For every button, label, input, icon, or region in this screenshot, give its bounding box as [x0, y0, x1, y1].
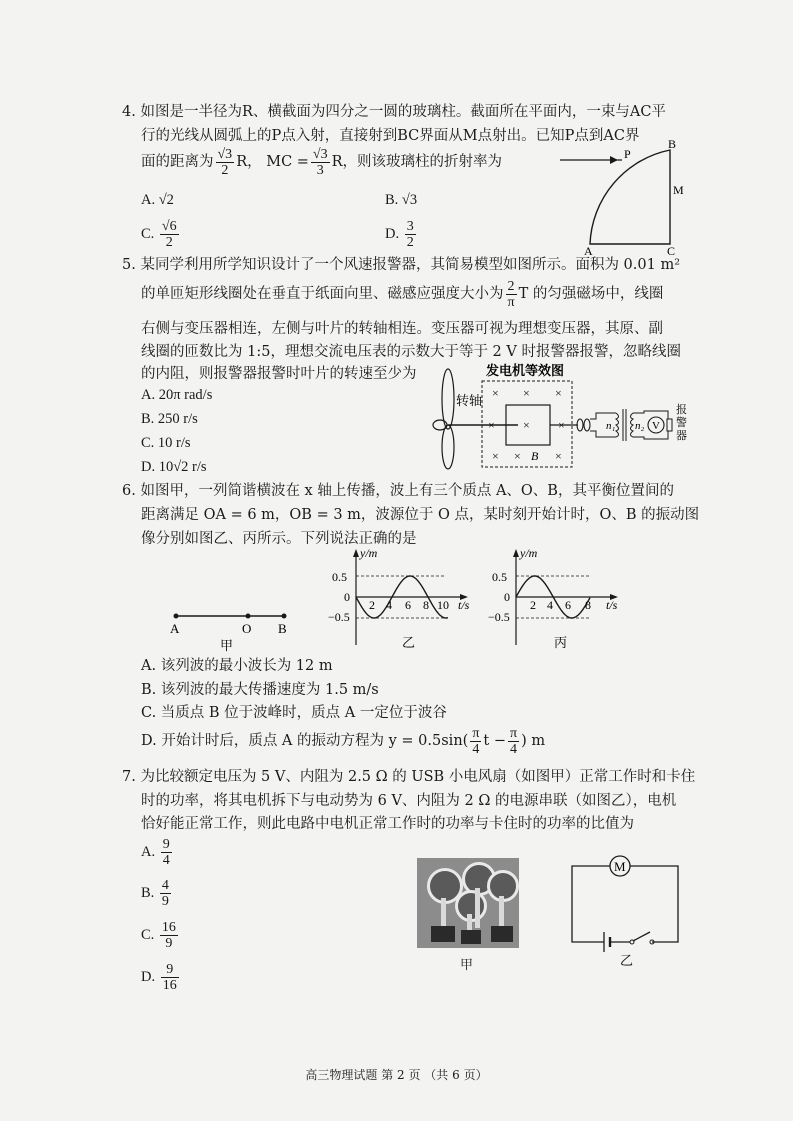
- q4-option-a: A. √2: [141, 192, 174, 208]
- svg-text:×: ×: [555, 386, 562, 400]
- svg-text:0: 0: [344, 590, 350, 604]
- svg-text:×: ×: [558, 418, 565, 432]
- svg-text:×: ×: [514, 449, 521, 463]
- q6-caption-jia: 甲: [220, 638, 234, 652]
- q4-option-d: D. $\frac{3}{2}$: [385, 219, 414, 251]
- q5-alarm-body: [667, 419, 672, 431]
- svg-text:×: ×: [523, 386, 530, 400]
- q5-line2: 的单匝矩形线圈处在垂直于纸面向里、磁感应强度大小为 $\frac{2}{\pi}$ T 的匀强磁场中，线圈: [141, 278, 664, 310]
- q5-label-shaft: 转轴: [456, 393, 483, 408]
- q6-line3: 像分别如图乙、丙所示。下列说法正确的是: [141, 531, 417, 547]
- q6-figure-yi: [326, 545, 486, 651]
- svg-text:t/s: t/s: [606, 598, 618, 612]
- q5-label-alarm-1: 报: [676, 404, 687, 416]
- q4-label-b: B: [668, 138, 677, 151]
- q4-line1: 4. 如图是一半径为R、横截面为四分之一圆的玻璃柱。截面所在平面内，一束与AC平: [122, 104, 666, 120]
- svg-text:A: A: [170, 621, 180, 636]
- svg-text:B: B: [278, 621, 287, 636]
- svg-text:0.5: 0.5: [492, 570, 507, 584]
- q7-option-b: B. $\frac{4}{9}$: [141, 878, 169, 910]
- page-footer: 高三物理试题 第 2 页 （共 6 页）: [305, 1068, 488, 1082]
- q6-line2: 距离满足 OA = 6 m，OB = 3 m，波源位于 O 点，某时刻开始计时，O、B 的振动图: [141, 507, 700, 523]
- svg-text:O: O: [242, 621, 252, 636]
- q7-option-a: A. $\frac{9}{4}$: [141, 837, 170, 869]
- q5-label-n1: n₁: [606, 420, 616, 432]
- q6-figure-bing: [486, 545, 636, 651]
- q5-line5: 的内阻，则报警器报警时叶片的转速至少为: [141, 366, 417, 382]
- svg-text:M: M: [614, 859, 626, 874]
- q5-blade-bottom: [442, 425, 454, 469]
- q5-option-a: A. 20π rad/s: [141, 387, 213, 403]
- svg-text:2: 2: [369, 598, 375, 612]
- q7-line3: 恰好能正常工作，则此电路中电机正常工作时的功率与卡住时的功率的比值为: [141, 816, 634, 832]
- svg-text:−0.5: −0.5: [328, 610, 350, 624]
- q7-line1: 7. 为比较额定电压为 5 V、内阻为 2.5 Ω 的 USB 小电风扇（如图甲）正常工作时和卡住: [122, 769, 696, 785]
- q5-label-alarm-2: 警: [676, 417, 687, 429]
- svg-text:−0.5: −0.5: [488, 610, 510, 624]
- q5-secondary-coil: [631, 413, 634, 437]
- q7-circuit-figure: [560, 848, 690, 968]
- q6-option-d: D. 开始计时后，质点 A 的振动方程为 y = 0.5sin( $\frac{\pi}{4}$ t − $\frac{\pi}{4}$ ) m: [141, 725, 546, 757]
- q4-label-c: C: [667, 244, 676, 256]
- q6-point-b: [282, 614, 287, 619]
- q4-line2: 行的光线从圆弧上的P点入射，直接射到BC界面从M点射出。已知P点到AC界: [141, 128, 640, 144]
- q5-blade-top: [442, 369, 454, 429]
- q4-label-m: M: [673, 183, 684, 197]
- q6-figure-jia: [166, 600, 296, 652]
- svg-text:×: ×: [492, 386, 499, 400]
- q5-primary-coil: [616, 413, 619, 437]
- q6-caption-bing: 丙: [554, 635, 568, 650]
- q7-caption-yi: 乙: [620, 953, 634, 968]
- q4-label-a: A: [584, 244, 593, 256]
- q4-label-p: P: [624, 147, 631, 161]
- q7-option-c: C. $\frac{16}{9}$: [141, 920, 176, 952]
- q5-label-b: B: [531, 449, 539, 463]
- q6-point-o: [246, 614, 251, 619]
- q6-caption-yi: 乙: [402, 635, 416, 650]
- q4-option-c: C. $\frac{√6}{2}$: [141, 219, 177, 251]
- q7-option-d: D. $\frac{9}{16}$: [141, 962, 177, 994]
- q5-label-n2: n₂: [635, 420, 645, 432]
- q5-option-b: B. 250 r/s: [141, 411, 198, 427]
- q5-option-d: D. 10√2 r/s: [141, 459, 207, 475]
- q7-fan-photo: [417, 858, 519, 948]
- q6-line1: 6. 如图甲，一列简谐横波在 x 轴上传播，波上有三个质点 A、O、B，其平衡位置间的: [122, 483, 674, 499]
- q5-generator-figure: [430, 363, 700, 475]
- svg-text:y/m: y/m: [520, 546, 538, 560]
- q6-point-a: [174, 614, 179, 619]
- svg-text:×: ×: [492, 449, 499, 463]
- svg-text:V: V: [652, 420, 660, 432]
- svg-text:8: 8: [423, 598, 429, 612]
- svg-text:t/s: t/s: [458, 598, 470, 612]
- q4-option-b: B. √3: [385, 192, 418, 208]
- svg-text:8: 8: [585, 598, 591, 612]
- q6-option-c: C. 当质点 B 位于波峰时，质点 A 一定位于波谷: [141, 705, 447, 721]
- q7-caption-jia: 甲: [460, 958, 474, 973]
- q6-option-a: A. 该列波的最小波长为 12 m: [141, 658, 333, 674]
- q5-option-c: C. 10 r/s: [141, 435, 191, 451]
- svg-text:×: ×: [523, 418, 530, 432]
- q5-label-alarm-3: 器: [676, 430, 687, 442]
- svg-text:10: 10: [437, 598, 449, 612]
- q5-slip-ring-2: [584, 419, 590, 431]
- svg-text:6: 6: [405, 598, 411, 612]
- q7-line2: 时的功率，将其电机拆下与电动势为 6 V、内阻为 2 Ω 的电源串联（如图乙），电机: [141, 793, 677, 809]
- svg-text:0.5: 0.5: [332, 570, 347, 584]
- q5-figure-title: 发电机等效图: [486, 363, 565, 378]
- q5-line3: 右侧与变压器相连，左侧与叶片的转轴相连。变压器可视为理想变压器，其原、副: [141, 321, 663, 337]
- svg-text:2: 2: [530, 598, 536, 612]
- q4-line3: 面的距离为 $\frac{√3}{2}$ R， MC = $\frac{√3}{3}$ R，则该玻璃柱的折射率为: [141, 146, 503, 178]
- svg-text:4: 4: [386, 598, 392, 612]
- q4-quarter-circle-figure: [560, 138, 700, 256]
- svg-text:0: 0: [504, 590, 510, 604]
- q7-switch: [633, 932, 650, 941]
- q5-line4: 线圈的匝数比为 1:5，理想交流电压表的示数大于等于 2 V 时报警器报警，忽略线圈: [141, 344, 681, 360]
- q4-glass-outline: [590, 150, 670, 244]
- svg-text:×: ×: [488, 418, 495, 432]
- svg-text:y/m: y/m: [360, 546, 378, 560]
- svg-text:×: ×: [555, 449, 562, 463]
- q4-ray-arrow: [610, 156, 618, 164]
- q5-line1: 5. 某同学利用所学知识设计了一个风速报警器，其简易模型如图所示。面积为 0.01 m²: [122, 257, 681, 273]
- svg-text:6: 6: [565, 598, 571, 612]
- q6-option-b: B. 该列波的最大传播速度为 1.5 m/s: [141, 682, 379, 698]
- svg-text:4: 4: [547, 598, 553, 612]
